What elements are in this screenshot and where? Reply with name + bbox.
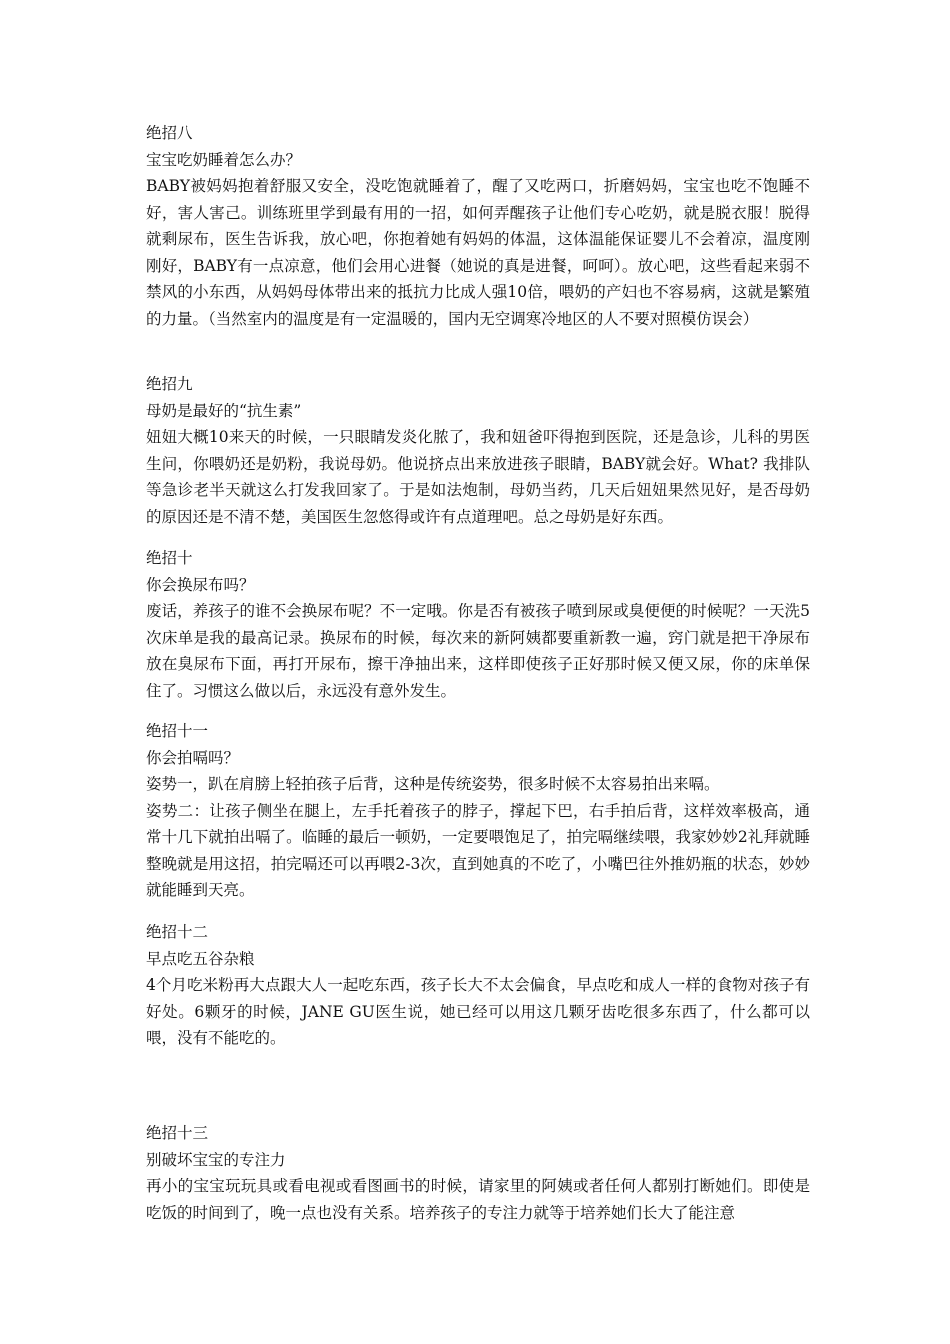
section-tip-9 bbox=[146, 371, 810, 530]
section-body: 4个月吃米粉再大点跟大人一起吃东西，孩子长大不太会偏食，早点吃和成人一样的食物对孩子有好处。6颗牙的时候，JANE GU医生说，她已经可以用这几颗牙齿吃很多东西了，什么都可以喂，没有不能吃的。 bbox=[146, 976, 810, 1047]
section-subtitle: 母奶是最好的“抗生素” bbox=[146, 401, 302, 420]
section-tip-8 bbox=[146, 120, 810, 332]
section-body: 再小的宝宝玩玩具或看电视或看图画书的时候，请家里的阿姨或者任何人都别打断她们。即使是吃饭的时间到了，晚一点也没有关系。培养孩子的专注力就等于培养她们长大了能注意 bbox=[146, 1177, 810, 1222]
section-title: 绝招十一 bbox=[146, 722, 209, 740]
section-subtitle: 你会拍嗝吗？ bbox=[146, 748, 240, 767]
section-title: 绝招十 bbox=[146, 549, 193, 567]
section-body: 废话，养孩子的谁不会换尿布呢？不一定哦。你是否有被孩子喷到尿或臭便便的时候呢？一天洗5次床单是我的最高记录。换尿布的时候，每次来的新阿姨都要重新教一遍，窍门就是把干净尿布放在臭尿布下面，再打开尿布，擦干净抽出来，这样即使孩子正好那时候又便又尿，你的床单保住了。习惯这么做以后，永远没有意外发生。 bbox=[146, 602, 810, 700]
section-body: BABY被妈妈抱着舒服又安全，没吃饱就睡着了，醒了又吃两口，折磨妈妈，宝宝也吃不饱睡不好，害人害己。训练班里学到最有用的一招，如何弄醒孩子让他们专心吃奶，就是脱衣服！脱得就剩尿布，医生告诉我，放心吧，你抱着她有妈妈的体温，这体温能保证婴儿不会着凉，温度刚刚好，BABY有一点凉意，他们会用心进餐（她说的真是进餐，呵呵）。放心吧，这些看起来弱不禁风的小东西，从妈妈母体带出来的抵抗力比成人强10倍，喂奶的产妇也不容易病，这就是繁殖的力量。（当然室内的温度是有一定温暖的，国内无空调寒冷地区的人不要对照模仿误会） bbox=[146, 177, 810, 328]
section-subtitle: 别破坏宝宝的专注力 bbox=[146, 1150, 286, 1169]
section-tip-13 bbox=[146, 1120, 810, 1226]
section-body: 姿势一，趴在肩膀上轻拍孩子后背，这种是传统姿势，很多时候不太容易拍出来嗝。 bbox=[146, 775, 720, 793]
section-body-continued: 姿势二：让孩子侧坐在腿上，左手托着孩子的脖子，撑起下巴，右手拍后背，这样效率极高，通常十几下就拍出嗝了。临睡的最后一顿奶，一定要喂饱足了，拍完嗝继续喂，我家妙妙2礼拜就睡整晚就是用这招，拍完嗝还可以再喂2-3次，直到她真的不吃了，小嘴巴往外推奶瓶的状态，妙妙就能睡到天亮。 bbox=[146, 801, 810, 899]
section-tip-11 bbox=[146, 718, 810, 904]
section-body: 妞妞大概10来天的时候，一只眼睛发炎化脓了，我和妞爸吓得抱到医院，还是急诊，儿科的男医生问，你喂奶还是奶粉，我说母奶。他说挤点出来放进孩子眼睛，BABY就会好。What? 我排队等急诊老半天就这么打发我回家了。于是如法炮制，母奶当药，几天后妞妞果然见好，是否母奶的原因还是不清不楚，美国医生忽悠得或许有点道理吧。总之母奶是好东西。 bbox=[146, 428, 810, 526]
section-tip-12 bbox=[146, 919, 810, 1052]
section-title: 绝招九 bbox=[146, 375, 193, 393]
section-title: 绝招十三 bbox=[146, 1124, 209, 1142]
section-subtitle: 宝宝吃奶睡着怎么办？ bbox=[146, 150, 302, 169]
section-subtitle: 早点吃五谷杂粮 bbox=[146, 949, 255, 968]
section-title: 绝招十二 bbox=[146, 923, 209, 941]
section-subtitle: 你会换尿布吗？ bbox=[146, 575, 255, 594]
section-title: 绝招八 bbox=[146, 124, 193, 142]
section-tip-10 bbox=[146, 545, 810, 704]
